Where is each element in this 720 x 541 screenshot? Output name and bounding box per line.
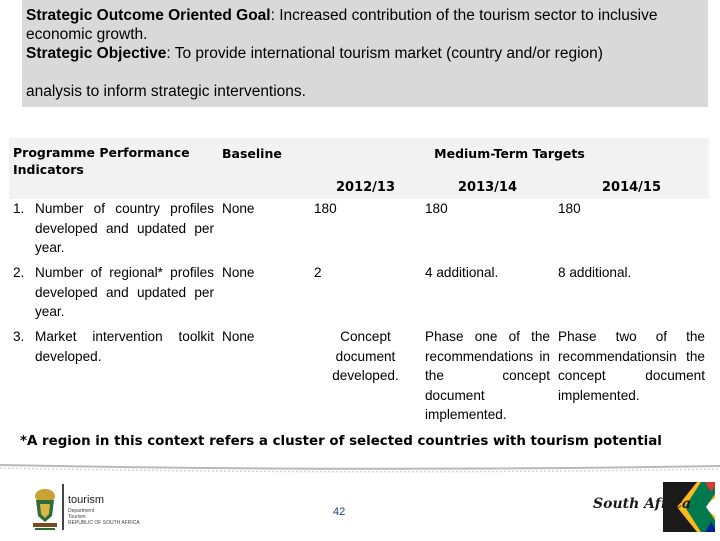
indicator-cell	[9, 263, 218, 327]
objective-label: Strategic Objective	[26, 45, 167, 62]
table-header-row	[9, 138, 709, 178]
page-number: 42	[333, 506, 346, 518]
goal-line	[26, 6, 704, 44]
row-number: 1.	[13, 201, 25, 216]
strategic-goal-banner	[22, 0, 708, 107]
dept-line-4: REPUBLIC OF SOUTH AFRICA	[68, 520, 140, 526]
indicators-header: Programme Performance Indicators	[9, 138, 218, 199]
baseline-cell: None	[222, 201, 255, 216]
baseline-header: Baseline	[218, 138, 310, 199]
baseline-cell: None	[222, 329, 255, 344]
year-header-2013: 2013/14	[421, 178, 554, 199]
indicator-cell	[9, 327, 218, 425]
year-header-2014: 2014/15	[554, 178, 709, 199]
target-2012-cell: 2	[314, 265, 322, 280]
table-row	[9, 199, 709, 263]
goal-text: : Increased contribution of the tourism sector to inclusive economic growth.	[26, 7, 658, 43]
objective-continuation: analysis to inform strategic interventions.	[26, 83, 306, 100]
footnote: *A region in this context refers a cluster of selected countries with tourism potential	[20, 434, 662, 449]
target-2012-cell: Concept document developed.	[332, 329, 399, 383]
target-2013-cell: 180	[425, 201, 448, 216]
row-number: 3.	[13, 329, 25, 344]
baseline-cell: None	[222, 265, 255, 280]
row-number: 2.	[13, 265, 25, 280]
dept-line-2: Department	[68, 508, 95, 514]
indicator-text: Number of regional* profiles developed and updated per year.	[35, 265, 214, 319]
brand-text: South Africa	[593, 496, 692, 512]
indicator-cell	[9, 199, 218, 263]
table-row	[9, 263, 709, 327]
tourism-department-logo	[30, 484, 140, 534]
year-header-2012: 2012/13	[310, 178, 421, 199]
target-2013-cell: Phase one of the recommendations in the concept document implemented.	[425, 329, 550, 422]
indicator-text: Market intervention toolkit developed.	[35, 329, 214, 364]
target-2012-cell: 180	[314, 201, 337, 216]
medium-term-header: Medium-Term Targets	[310, 138, 709, 178]
dept-name: tourism	[68, 494, 105, 506]
goal-label: Strategic Outcome Oriented Goal	[26, 7, 271, 24]
target-2013-cell: 4 additional.	[425, 265, 499, 280]
target-2014-cell: Phase two of the recommendationsin the concept document implemented.	[558, 329, 705, 403]
targets-table	[9, 138, 709, 425]
target-2014-cell: 180	[558, 201, 581, 216]
table-row	[9, 327, 709, 425]
objective-text: : To provide international tourism market (country and/or region)	[166, 45, 603, 62]
south-africa-brand-logo	[585, 478, 715, 536]
target-2014-cell: 8 additional.	[558, 265, 632, 280]
coat-of-arms-icon	[30, 486, 60, 532]
dept-line-3: Tourism	[68, 514, 86, 520]
indicator-text: Number of country profiles developed and updated per year.	[35, 201, 214, 255]
footer-divider	[0, 462, 720, 476]
objective-line	[26, 44, 704, 63]
